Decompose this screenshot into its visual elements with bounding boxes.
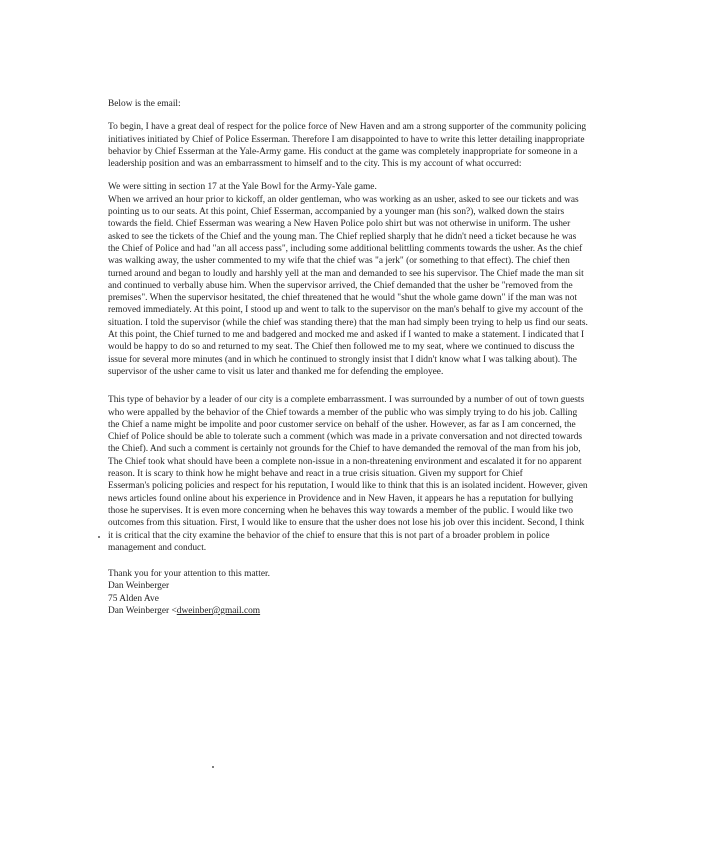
intro-heading: Below is the email: [108,99,181,109]
email-letter [108,98,590,617]
signature-email-line [108,605,590,617]
scan-speck [98,536,100,538]
closing-line: Thank you for your attention to this matter. [108,569,270,580]
paragraph-incident-account: When we arrived an hour prior to kickoff, an older gentleman, who was working as an usher, asked to see our tickets and was pointing us to our seats. At this point, Chief Esserman, accompanied by a younger man (his son?), walked down the stairs towards the field. Chief Esserman was wearing a New Haven Police polo shirt but was not otherwise in uniform. The usher asked to see the tickets of the Chief and the young man. The Chief replied sharply that he didn't need a ticket because he was the Chief of Police and had "an all access pass", including some additional belittling comments towards the usher. As the chief was walking away, the usher commented to my wife that the chief was "a jerk" (or something to that effect). The chief then turned around and began to loudly and harshly yell at the man and demanded to see his supervisor. The Chief made the man sit and continued to verbally abuse him. When the supervisor arrived, the Chief demanded that the usher be "removed from the premises". When the supervisor hesitated, the chief threatened that he would "shut the whole game down" if the man was not removed immediately. At this point, I stood up and went to talk to the supervisor on the man's behalf to give my account of the situation. I told the supervisor (while the chief was standing there) that the man had simply been trying to help us find our seats. At this point, the Chief turned to me and badgered and mocked me and asked if I wanted to make a statement. I indicated that I would be happy to do so and returned to my seat. The Chief then followed me to my seat, where we continued to discuss the issue for several more minutes (and in which he continued to strongly insist that I didn't know what I was talking about). The supervisor of the usher came to visit us later and thanked me for defending the employee. [108,194,588,377]
signature-email-link[interactable]: dweinber@gmail.com [176,605,261,616]
paragraph-embarrassment: This type of behavior by a leader of our city is a complete embarrassment. I was surrounded by a number of out of town guests who were appalled by the behavior of the Chief towards a member of the public who was simply trying to do his job. Calling the Chief a name might be impolite and poor customer service on behalf of the usher. However, as far as I am concerned, the Chief of Police should be able to tolerate such a comment (which was made in a private conversation and not directed towards the Chief). And such a comment is certainly not grounds for the Chief to have demanded the removal of the man from his job, The Chief took what should have been a complete non-issue in a non-threatening environment and escalated it for no apparent reason. It is scary to think how he might behave and react in a true crisis situation. Given my support for Chief [108,395,585,480]
paragraph-requested-outcomes: Esserman's policing policies and respect for his reputation, I would like to think that this is an isolated incident. However, given news articles found online about his experience in Providence and in New Haven, it appears he has a reputation for bullying those he supervises. It is even more concerning when he behaves this way towards a member of the public. I would like two outcomes from this situation. First, I would like to ensure that the usher does not lose his job over this incident. Second, I think it is critical that the city examine the behavior of the chief to ensure that this is not part of a broader problem in police management and conduct. [108,481,588,553]
signature-name: Dan Weinberger [108,581,170,592]
signature-sender-name: Dan Weinberger < [108,605,177,616]
paragraph-location: We were sitting in section 17 at the Yale Bowl for the Army-Yale game. [108,182,377,193]
scan-speck [212,766,214,768]
paragraph-respect: To begin, I have a great deal of respect for the police force of New Haven and am a strong supporter of the community policing initiatives initiated by Chief of Police Esserman. Therefore I am disappointed to have to write this letter detailing inappropriate behavior by Chief Esserman at the Yale-Army game. His conduct at the game was completely inappropriate for someone in a leadership position and was an embarrassment to himself and to the city. This is my account of what occurred: [108,122,587,170]
signature-address: 75 Alden Ave [108,593,159,604]
